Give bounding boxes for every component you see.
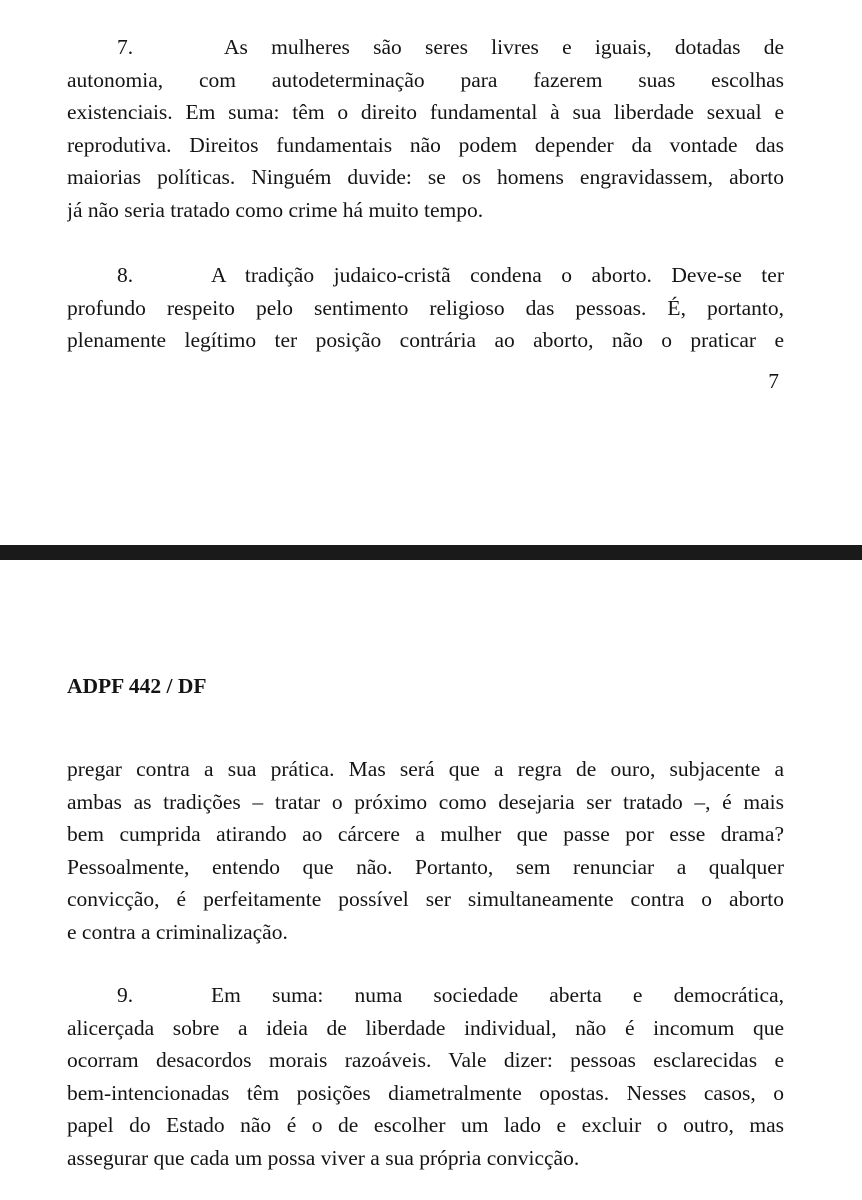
paragraph-line: ocorram desacordos morais razoáveis. Vale dizer: pessoas esclarecidas e xyxy=(67,1048,784,1072)
paragraph-9 xyxy=(67,979,784,1174)
paragraph-line: reprodutiva. Direitos fundamentais não podem depender da vontade das xyxy=(67,132,784,157)
paragraph-line: Pessoalmente, entendo que não. Portanto, sem renunciar a qualquer xyxy=(67,854,784,879)
paragraph-line: papel do Estado não é o de escolher um lado e excluir o outro, mas xyxy=(67,1113,784,1137)
paragraph-first-line xyxy=(67,979,784,1012)
paragraph-number: 7. xyxy=(117,35,134,59)
paragraph-line: pregar contra a sua prática. Mas será que a regra de ouro, subjacente a xyxy=(67,757,784,781)
paragraph-line: existenciais. Em suma: têm o direito fundamental à sua liberdade sexual e xyxy=(67,100,784,124)
paragraph-number: 8. xyxy=(117,263,134,287)
paragraph-7 xyxy=(67,31,784,226)
page-number: 7 xyxy=(768,369,779,393)
running-header: ADPF 442 / DF xyxy=(67,674,207,698)
paragraph-line: e contra a criminalização. xyxy=(67,919,288,944)
paragraph-line: A tradição judaico-cristã condena o aborto. Deve-se ter xyxy=(211,263,784,287)
paragraph-line: Em suma: numa sociedade aberta e democrática, xyxy=(211,983,784,1007)
paragraph-line: bem cumprida atirando ao cárcere a mulher que passe por esse drama? xyxy=(67,822,784,846)
page-divider xyxy=(0,545,862,560)
paragraph-line: já não seria tratado como crime há muito tempo. xyxy=(67,197,484,222)
paragraph-8-continued xyxy=(67,753,784,948)
paragraph-line: profundo respeito pelo sentimento religioso das pessoas. É, portanto, xyxy=(67,295,784,320)
paragraph-line: assegurar que cada um possa viver a sua própria convicção. xyxy=(67,1145,580,1170)
paragraph-line: As mulheres são seres livres e iguais, dotadas de xyxy=(224,35,784,59)
paragraph-first-line xyxy=(67,31,784,64)
paragraph-first-line xyxy=(67,259,784,292)
paragraph-line: bem-intencionadas têm posições diametralmente opostas. Nesses casos, o xyxy=(67,1080,784,1105)
paragraph-line: ambas as tradições – tratar o próximo como desejaria ser tratado –, é mais xyxy=(67,789,784,814)
paragraph-line: alicerçada sobre a ideia de liberdade individual, não é incomum que xyxy=(67,1015,784,1040)
paragraph-line: maiorias políticas. Ninguém duvide: se os homens engravidassem, aborto xyxy=(67,165,784,189)
paragraph-line: plenamente legítimo ter posição contrária ao aborto, não o praticar e xyxy=(67,328,784,352)
paragraph-8 xyxy=(67,259,784,357)
paragraph-line: autonomia, com autodeterminação para fazerem suas escolhas xyxy=(67,67,784,92)
paragraph-line: convicção, é perfeitamente possível ser simultaneamente contra o aborto xyxy=(67,887,784,911)
paragraph-number: 9. xyxy=(117,983,134,1007)
